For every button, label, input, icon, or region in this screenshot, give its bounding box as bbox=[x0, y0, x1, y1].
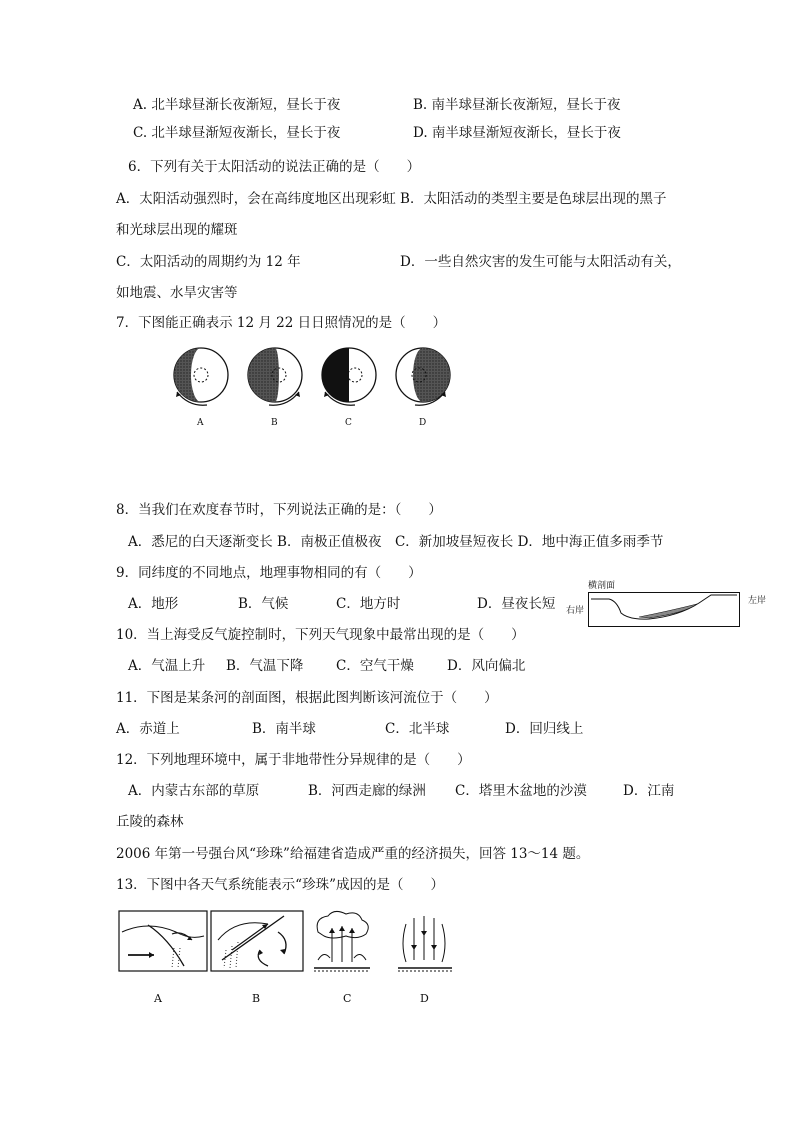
q12-option-a: A．内蒙古东部的草原 bbox=[128, 783, 260, 799]
q7-label-d: D bbox=[419, 418, 427, 428]
q13-system-a bbox=[119, 911, 207, 971]
q7-globe-b bbox=[248, 348, 302, 405]
q9-option-c: C．地方时 bbox=[336, 596, 401, 612]
q8-stem: 8．当我们在欢度春节时，下列说法正确的是：（ ） bbox=[116, 502, 442, 518]
q6-stem: 6．下列有关于太阳活动的说法正确的是（ ） bbox=[128, 159, 421, 175]
q10-stem: 10．当上海受反气旋控制时，下列天气现象中最常出现的是（ ） bbox=[116, 627, 525, 643]
q5-option-c: C. 北半球昼渐短夜渐长，昼长于夜 bbox=[133, 125, 341, 141]
q11-option-c: C．北半球 bbox=[385, 721, 450, 737]
q7-globe-c bbox=[322, 348, 376, 405]
q5-option-a: A. 北半球昼渐长夜渐短，昼长于夜 bbox=[133, 97, 341, 113]
q6-option-d: D．一些自然灾害的发生可能与太阳活动有关， bbox=[400, 254, 681, 270]
q7-globe-d bbox=[396, 348, 450, 405]
intro-13-14: 2006 年第一号强台风“珍珠”给福建省造成严重的经济损失，回答 13～14 题。 bbox=[116, 846, 590, 862]
q7-label-b: B bbox=[271, 418, 278, 428]
q9-option-d: D．昼夜长短 bbox=[477, 596, 556, 612]
q12-stem: 12．下列地理环境中，属于非地带性分异规律的是（ ） bbox=[116, 752, 471, 768]
q13-system-b bbox=[211, 911, 303, 971]
river-right-bank: 右岸 bbox=[566, 606, 585, 616]
q10-option-c: C．空气干燥 bbox=[336, 658, 414, 674]
river-left-bank: 左岸 bbox=[748, 596, 767, 606]
q6-option-b-cont: 和光球层出现的耀斑 bbox=[116, 222, 238, 238]
q12-option-b: B．河西走廊的绿洲 bbox=[308, 783, 426, 799]
q5-option-d: D. 南半球昼渐短夜渐长，昼长于夜 bbox=[413, 125, 621, 141]
q11-option-a: A．赤道上 bbox=[116, 721, 180, 737]
q11-stem: 11．下图是某条河的剖面图，根据此图判断该河流位于（ ） bbox=[116, 690, 498, 706]
q7-label-c: C bbox=[345, 418, 352, 428]
q12-option-d: D．江南 bbox=[623, 783, 675, 799]
q7-stem: 7．下图能正确表示 12 月 22 日日照情况的是（ ） bbox=[116, 315, 447, 331]
q13-label-a: A bbox=[154, 992, 162, 1005]
q6-option-a-b: A．太阳活动强烈时，会在高纬度地区出现彩虹 B．太阳活动的类型主要是色球层出现的黑子 bbox=[116, 191, 667, 207]
q13-weather-systems-figure bbox=[118, 910, 468, 978]
q9-stem: 9．同纬度的不同地点，地理事物相同的有（ ） bbox=[116, 565, 422, 581]
q10-option-d: D．风向偏北 bbox=[447, 658, 526, 674]
q13-label-d: D bbox=[420, 992, 429, 1005]
q12-option-c: C．塔里木盆地的沙漠 bbox=[455, 783, 587, 799]
q8-options: A．悉尼的白天逐渐变长 B．南极正值极夜 C．新加坡昼短夜长 D．地中海正值多雨季节 bbox=[128, 534, 664, 550]
q13-label-b: B bbox=[252, 992, 261, 1005]
q7-globe-a bbox=[174, 348, 228, 405]
q6-option-d-cont: 如地震、水旱灾害等 bbox=[116, 285, 238, 301]
q9-option-b: B．气候 bbox=[238, 596, 289, 612]
q10-option-b: B．气温下降 bbox=[226, 658, 304, 674]
q6-option-c: C．太阳活动的周期约为 12 年 bbox=[116, 254, 301, 270]
q10-option-a: A．气温上升 bbox=[128, 658, 206, 674]
q7-label-a: A bbox=[197, 418, 204, 428]
q9-option-a: A．地形 bbox=[128, 596, 179, 612]
q5-option-b: B. 南半球昼渐长夜渐短，昼长于夜 bbox=[413, 97, 621, 113]
q11-option-d: D．回归线上 bbox=[505, 721, 584, 737]
river-figure-title: 横剖面 bbox=[588, 581, 616, 591]
q13-system-c bbox=[314, 911, 370, 971]
q12-option-d-cont: 丘陵的森林 bbox=[116, 814, 184, 830]
q13-stem: 13．下图中各天气系统能表示“珍珠”成因的是（ ） bbox=[116, 877, 444, 893]
q13-label-c: C bbox=[343, 992, 352, 1005]
river-cross-section-figure bbox=[588, 592, 740, 627]
q13-system-d bbox=[398, 916, 452, 971]
q11-option-b: B．南半球 bbox=[252, 721, 316, 737]
